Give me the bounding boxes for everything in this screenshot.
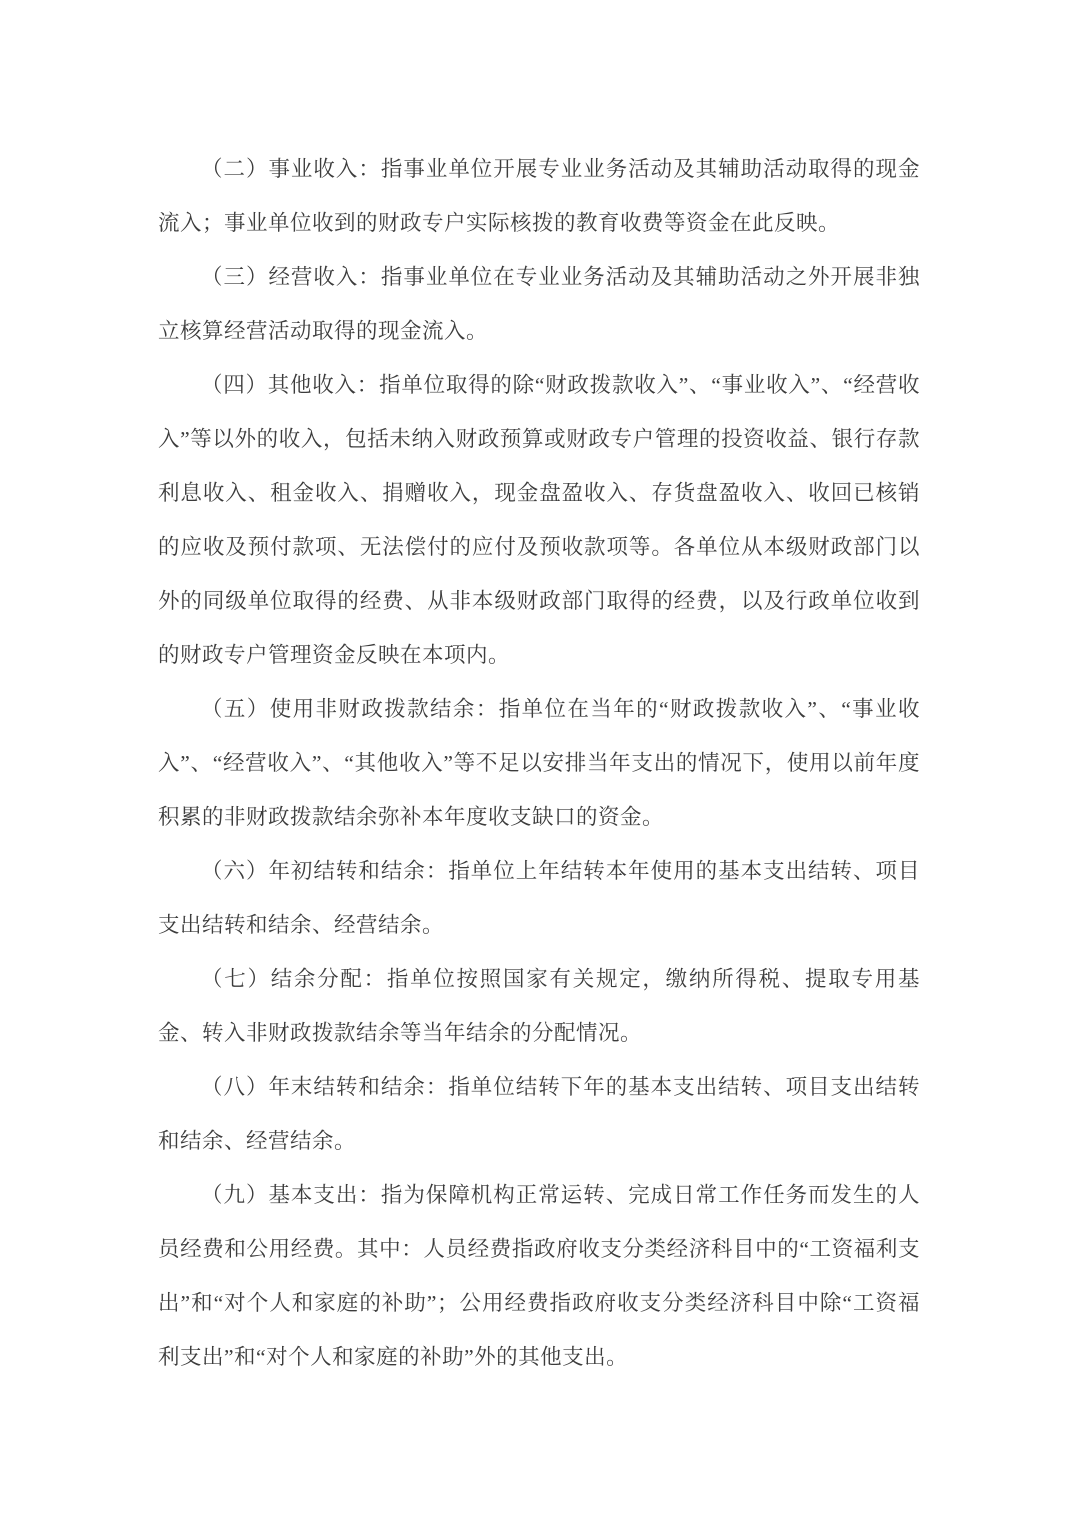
- definition-paragraph-8: （八）年末结转和结余：指单位结转下年的基本支出结转、项目支出结转和结余、经营结余。: [158, 1075, 920, 1153]
- definition-paragraph-9: （九）基本支出：指为保障机构正常运转、完成日常工作任务而发生的人员经费和公用经费。其中：人员经费指政府收支分类经济科目中的“工资福利支出”和“对个人和家庭的补助”；公用经费指政府收支分类经济科目中除“工资福利支出”和“对个人和家庭的补助”外的其他支出。: [158, 1183, 920, 1369]
- definition-paragraph-2: （二）事业收入：指事业单位开展专业业务活动及其辅助活动取得的现金流入；事业单位收到的财政专户实际核拨的教育收费等资金在此反映。: [158, 157, 920, 235]
- definition-paragraph-3: （三）经营收入：指事业单位在专业业务活动及其辅助活动之外开展非独立核算经营活动取得的现金流入。: [158, 265, 920, 343]
- definition-paragraph-4: （四）其他收入：指单位取得的除“财政拨款收入”、“事业收入”、“经营收入”等以外的收入，包括未纳入财政预算或财政专户管理的投资收益、银行存款利息收入、租金收入、捐赠收入，现金盘盈收入、存货盘盈收入、收回已核销的应收及预付款项、无法偿付的应付及预收款项等。各单位从本级财政部门以外的同级单位取得的经费、从非本级财政部门取得的经费，以及行政单位收到的财政专户管理资金反映在本项内。: [158, 373, 920, 667]
- definition-paragraph-7: （七）结余分配：指单位按照国家有关规定，缴纳所得税、提取专用基金、转入非财政拨款结余等当年结余的分配情况。: [158, 967, 920, 1045]
- definition-paragraph-5: （五）使用非财政拨款结余：指单位在当年的“财政拨款收入”、“事业收入”、“经营收入”、“其他收入”等不足以安排当年支出的情况下，使用以前年度积累的非财政拨款结余弥补本年度收支缺口的资金。: [158, 697, 920, 829]
- document-body-text: [158, 142, 920, 1384]
- definition-paragraph-6: （六）年初结转和结余：指单位上年结转本年使用的基本支出结转、项目支出结转和结余、经营结余。: [158, 859, 920, 937]
